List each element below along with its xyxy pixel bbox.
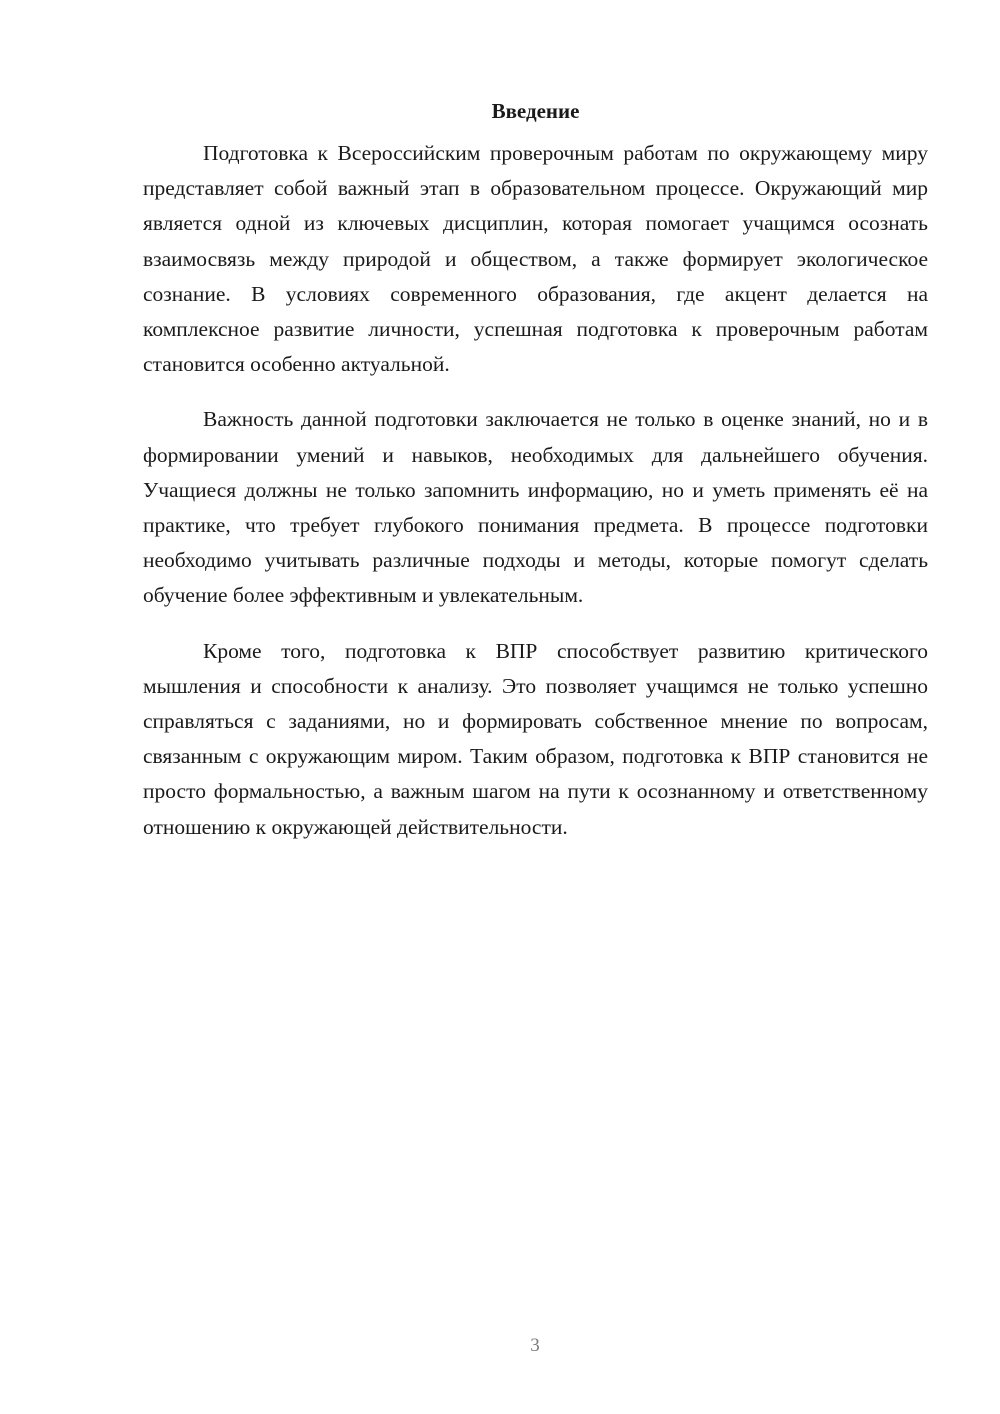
page-content <box>143 96 928 865</box>
page-number: 3 <box>530 1335 540 1356</box>
paragraph-1: Подготовка к Всероссийским проверочным работам по окружающему миру представляет собой важный этап в образовательном процессе. Окружающий мир является одной из ключевых дисциплин, которая помогает учащимся осознать взаимосвязь между природой и обществом, а также формирует экологическое сознание. В условиях современного образования, где акцент делается на комплексное развитие личности, успешная подготовка к проверочным работам становится особенно актуальной. <box>143 141 928 377</box>
paragraph-2: Важность данной подготовки заключается не только в оценке знаний, но и в формировании умений и навыков, необходимых для дальнейшего обучения. Учащиеся должны не только запомнить информацию, но и уметь применять её на практике, что требует глубокого понимания предмета. В процессе подготовки необходимо учитывать различные подходы и методы, которые помогут сделать обучение более эффективным и увлекательным. <box>143 407 928 608</box>
paragraph-3: Кроме того, подготовка к ВПР способствует развитию критического мышления и способности к анализу. Это позволяет учащимся не только успешно справляться с заданиями, но и формировать собственное мнение по вопросам, связанным с окружающим миром. Таким образом, подготовка к ВПР становится не просто формальностью, а важным шагом на пути к осознанному и ответственному отношению к окружающей действительности. <box>143 638 928 839</box>
section-title: Введение <box>491 99 580 123</box>
